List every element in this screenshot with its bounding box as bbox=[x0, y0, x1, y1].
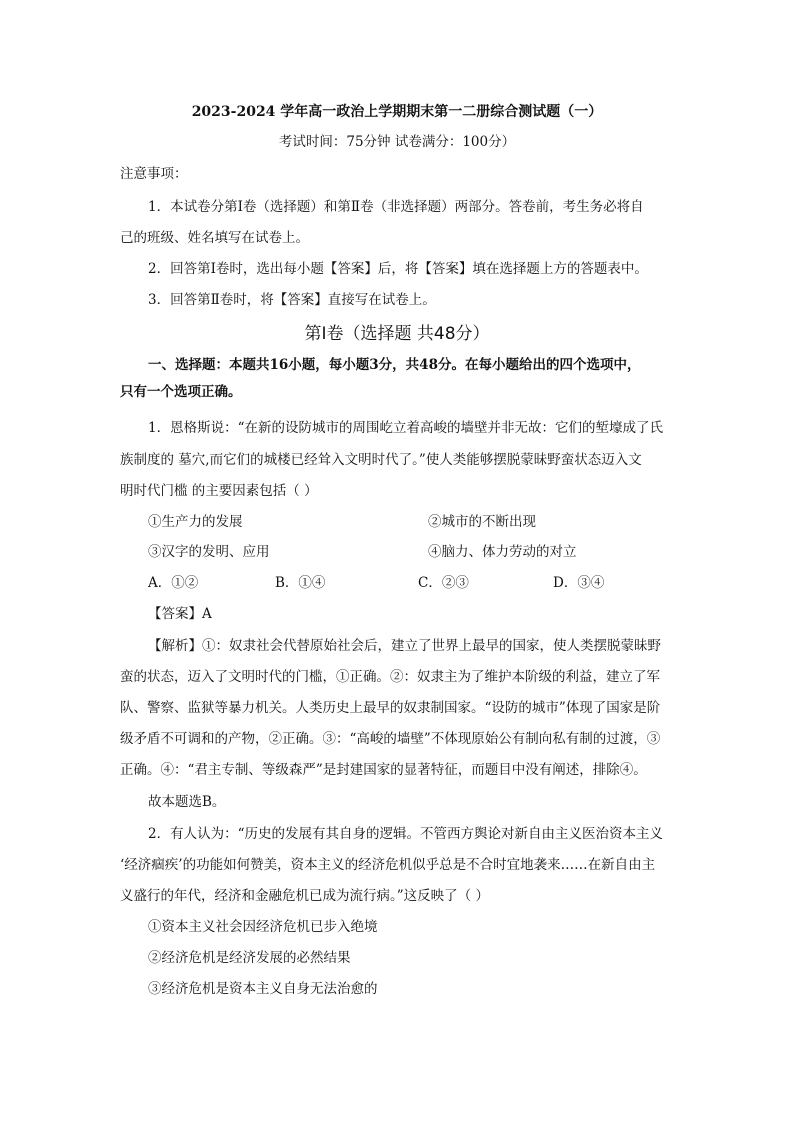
q1-stem-line: 明时代门槛 的主要因素包括（ ） bbox=[120, 483, 318, 499]
q1-analysis-line: 队、警察、监狱等暴力机关。人类历史上最早的奴隶制国家。“设防的城市”体现了国家是阶 bbox=[120, 700, 661, 716]
q1-stem-line: 族制度的 墓穴,而它们的城楼已经耸入文明时代了。”使人类能够摆脱蒙昧野蛮状态迈入文 bbox=[120, 452, 642, 468]
q1-choice-c: C．②③ bbox=[418, 575, 469, 591]
q1-stem-line: 1．恩格斯说：“在新的设防城市的周围屹立着高峻的墙壁并非无故：它们的堑壕成了氏 bbox=[148, 420, 663, 436]
q1-choice-a: A．①② bbox=[148, 575, 199, 591]
q1-analysis-line: 【解析】①：奴隶社会代替原始社会后，建立了世界上最早的国家，使人类摆脱蒙昧野 bbox=[148, 638, 661, 654]
notes-heading: 注意事项： bbox=[120, 166, 188, 182]
q2-stem-line: 2．有人认为：“历史的发展有其自身的逻辑。不管西方舆论对新自由主义医治资本主义 bbox=[148, 826, 663, 842]
section-instructions: 只有一个选项正确。 bbox=[120, 384, 242, 400]
q1-item: ④脑力、体力劳动的对立 bbox=[428, 544, 577, 560]
q1-item: ①生产力的发展 bbox=[148, 514, 243, 530]
section-instructions: 一、选择题：本题共16小题，每小题3分，共48分。在每小题给出的四个选项中， bbox=[148, 357, 641, 373]
q1-choice-d: D．③④ bbox=[553, 575, 605, 591]
q2-item: ③经济危机是资本主义自身无法治愈的 bbox=[148, 981, 378, 997]
exam-title: 2023-2024 学年高一政治上学期期末第一二册综合测试题（一） bbox=[191, 104, 603, 120]
q1-item: ②城市的不断出现 bbox=[428, 514, 536, 530]
q1-analysis-line: 蛮的状态，迈入了文明时代的门槛，①正确。②：奴隶主为了维护本阶级的利益，建立了军 bbox=[120, 669, 660, 685]
section-title: 第Ⅰ卷（选择题 共48分） bbox=[304, 324, 490, 344]
note-line: 己的班级、姓名填写在试卷上。 bbox=[120, 230, 309, 246]
exam-info: 考试时间：75分钟 试卷满分：100分） bbox=[278, 134, 516, 150]
q1-analysis-line: 级矛盾不可调和的产物，②正确。③：“高峻的墙壁”不体现原始公有制向私有制的过渡，③ bbox=[120, 731, 661, 747]
q2-stem-line: 义盛行的年代，经济和金融危机已成为流行病。”这反映了（ ） bbox=[120, 888, 489, 904]
note-line: 2．回答第Ⅰ卷时，选出每小题【答案】后，将【答案】填在选择题上方的答题表中。 bbox=[148, 261, 648, 277]
note-line: 1．本试卷分第Ⅰ卷（选择题）和第Ⅱ卷（非选择题）两部分。答卷前，考生务必将自 bbox=[148, 199, 644, 215]
q2-stem-line: ‘经济痼疾’的功能如何赞美，资本主义的经济危机似乎总是不合时宜地袭来……在新自由主 bbox=[120, 857, 656, 873]
q1-item: ③汉字的发明、应用 bbox=[148, 544, 270, 560]
q1-choice-b: B．①④ bbox=[275, 575, 326, 591]
note-line: 3．回答第Ⅱ卷时，将【答案】直接写在试卷上。 bbox=[148, 292, 436, 308]
q1-conclusion: 故本题选B。 bbox=[148, 794, 226, 810]
q1-analysis-line: 正确。④：“君主专制、等级森严”是封建国家的显著特征，而题目中没有阐述，排除④。 bbox=[120, 762, 647, 778]
q2-item: ②经济危机是经济发展的必然结果 bbox=[148, 950, 351, 966]
q1-answer: 【答案】A bbox=[148, 606, 212, 622]
q2-item: ①资本主义社会因经济危机已步入绝境 bbox=[148, 919, 378, 935]
